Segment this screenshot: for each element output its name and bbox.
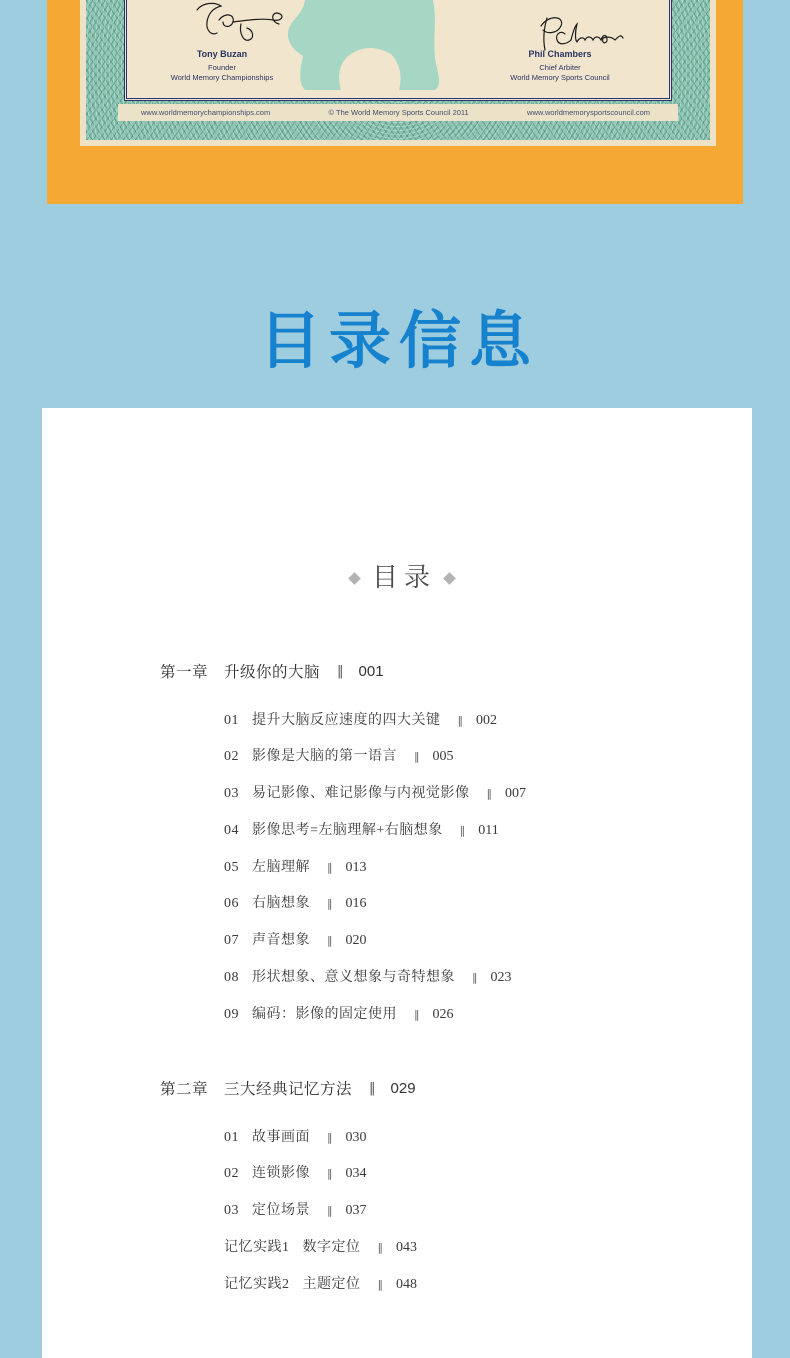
toc-item: [224, 813, 526, 850]
toc-item: [224, 997, 526, 1034]
item-title: 影像是大脑的第一语言: [252, 749, 397, 765]
page-separator: ‖: [459, 823, 466, 837]
toc-item: [224, 703, 526, 740]
page-separator: ‖: [457, 713, 463, 727]
toc-item: [224, 886, 526, 923]
signatory-organization: World Memory Sports Council: [510, 73, 610, 82]
item-number: 01: [224, 712, 239, 728]
chapter-title: 三大经典记忆方法: [224, 1080, 353, 1098]
toc-item: [224, 739, 526, 776]
page-separator: ‖: [337, 664, 344, 679]
item-title: 易记影像、难记影像与内视觉影像: [252, 786, 470, 801]
item-title: 数字定位: [302, 1239, 361, 1255]
signature-phil-chambers: [535, 12, 627, 52]
item-number: 01: [224, 1129, 239, 1145]
certificate-footer-url-left: www.worldmemorychampionships.com: [141, 108, 271, 117]
signatory-role: Chief Arbiter: [539, 63, 581, 72]
page-separator: ‖: [472, 970, 478, 984]
toc-heading: 目录: [372, 563, 437, 593]
page-separator: ‖: [327, 1130, 333, 1144]
item-number: 06: [224, 896, 239, 912]
page-separator: ‖: [414, 750, 420, 764]
item-number: 08: [224, 969, 239, 985]
toc-item: [224, 960, 526, 997]
signatory-organization: World Memory Championships: [170, 73, 274, 82]
item-page-number: 016: [345, 896, 367, 912]
certificate-frame: [47, 0, 743, 204]
signatory-role: Founder: [208, 63, 236, 72]
item-page-number: 002: [476, 712, 497, 728]
item-title: 影像思考=左脑理解+右脑想象: [252, 822, 443, 838]
toc-item: [224, 923, 526, 960]
toc-item: [224, 776, 526, 813]
item-title: 声音想象: [252, 933, 310, 948]
item-title: 提升大脑反应速度的四大关键: [252, 712, 441, 728]
championship-logo-watermark: [283, 0, 443, 92]
item-number: 02: [224, 1166, 239, 1182]
page-separator: ‖: [327, 934, 333, 947]
item-page-number: 037: [345, 1203, 367, 1218]
item-page-number: 005: [432, 749, 454, 765]
chapter-page-number: 001: [358, 663, 384, 680]
chapter-title: 升级你的大脑: [224, 663, 321, 681]
item-number: 07: [224, 933, 239, 948]
item-number: 09: [224, 1006, 239, 1022]
chapter-label: 第一章: [160, 663, 209, 681]
item-page-number: 020: [345, 933, 367, 948]
chapter-heading: [160, 660, 384, 684]
signatory-name: Tony Buzan: [196, 49, 248, 59]
item-number: 记忆实践1: [224, 1239, 290, 1255]
item-page-number: 034: [345, 1166, 367, 1182]
item-number: 05: [224, 859, 239, 875]
toc-item: [224, 1193, 417, 1230]
certificate-panel: [124, 0, 672, 101]
item-page-number: 048: [396, 1276, 417, 1292]
chapter-heading: [160, 1077, 416, 1101]
item-number: 记忆实践2: [224, 1276, 290, 1292]
chapter-label: 第二章: [160, 1080, 209, 1098]
item-number: 03: [224, 1203, 239, 1218]
toc-item: [224, 850, 526, 887]
chapter-page-number: 029: [390, 1080, 416, 1097]
item-page-number: 007: [505, 786, 526, 801]
item-title: 形状想象、意义想象与奇特想象: [252, 969, 455, 985]
section-title: 目录信息: [258, 304, 539, 377]
item-title: 定位场景: [252, 1203, 310, 1218]
item-page-number: 011: [478, 822, 499, 838]
item-page-number: 013: [345, 859, 367, 875]
item-page-number: 030: [345, 1129, 367, 1145]
page-separator: ‖: [377, 1277, 383, 1291]
signatory-founder: [142, 48, 302, 83]
item-number: 04: [224, 822, 239, 838]
item-page-number: 026: [432, 1006, 454, 1022]
page-separator: ‖: [377, 1240, 383, 1254]
item-number: 02: [224, 749, 239, 765]
item-title: 右脑想象: [252, 896, 310, 912]
page-separator: ‖: [327, 1167, 333, 1181]
certificate-image: [80, 0, 716, 146]
certificate-footer: [118, 104, 678, 121]
page-separator: ‖: [486, 787, 492, 800]
toc-item: [224, 1230, 417, 1267]
item-title: 连锁影像: [252, 1166, 310, 1182]
certificate-footer-copyright: © The World Memory Sports Council 2011: [328, 108, 469, 117]
item-title: 故事画面: [252, 1129, 310, 1145]
chapter-item-list: [224, 703, 526, 1034]
item-page-number: 023: [490, 969, 512, 985]
toc-item: [224, 1267, 417, 1304]
toc-item: [224, 1120, 417, 1157]
toc-item: [224, 1156, 417, 1193]
item-number: 03: [224, 786, 239, 801]
page-separator: ‖: [327, 1204, 333, 1217]
signatory-arbiter: [480, 48, 640, 83]
page-separator: ‖: [414, 1007, 420, 1021]
page-separator: ‖: [369, 1081, 376, 1096]
item-page-number: 043: [396, 1239, 417, 1255]
chapter-item-list: [224, 1120, 417, 1304]
item-title: 主题定位: [302, 1276, 361, 1292]
page-separator: ‖: [327, 897, 333, 911]
signature-tony-buzan: [193, 0, 288, 45]
page-separator: ‖: [327, 860, 333, 874]
certificate-footer-url-right: www.worldmemorysportscouncil.com: [527, 108, 650, 117]
item-title: 编码：影像的固定使用: [252, 1006, 397, 1022]
item-title: 左脑理解: [252, 859, 310, 875]
signatory-name: Phil Chambers: [528, 49, 592, 59]
